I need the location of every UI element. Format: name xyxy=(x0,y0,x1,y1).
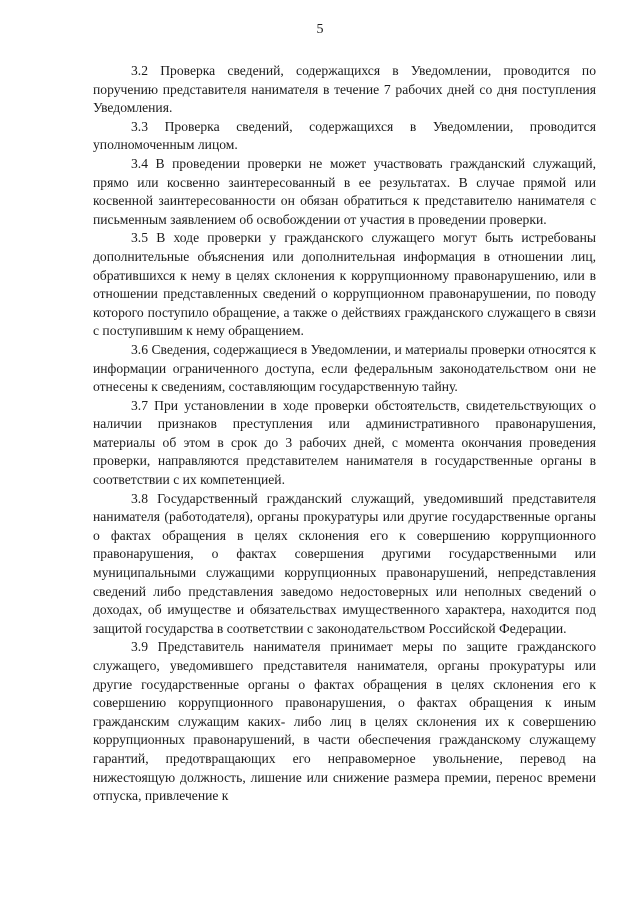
paragraph-3-6: 3.6 Сведения, содержащиеся в Уведомлении, и материалы проверки относятся к информации ограниченного доступа, если федеральным законодательством они не отнесены к сведениям, составляющим государственную тайну. xyxy=(93,341,596,395)
paragraph-3-5: 3.5 В ходе проверки у гражданского служащего могут быть истребованы дополнительные объяснения или дополнительная информация в отношении лиц, обратившихся к нему в целях склонения к коррупционному правонарушению, или в отношении представленных сведений о коррупционном правонарушении, по поводу которого поступило обращение, а также о действиях гражданского служащего в связи с поступившим к нему обращением. xyxy=(93,230,596,339)
paragraph-3-8: 3.8 Государственный гражданский служащий, уведомивший представителя нанимателя (работодателя), органы прокуратуры или другие государственные органы о фактах обращения в целях склонения его к совершению коррупционного правонарушения, о фактах совершения другими государственными или муниципальными служащими коррупционных правонарушений, непредставления сведений либо представления заведомо недостоверных или неполных сведений о доходах, об имуществе и обязательствах имущественного характера, находится под защитой государства в соответствии с законодательством Российской Федерации. xyxy=(93,490,596,636)
paragraph-3-9: 3.9 Представитель нанимателя принимает меры по защите гражданского служащего, уведомившего представителя нанимателя, органы прокуратуры или другие государственные органы о фактах обращения в целях склонения его к совершению коррупционного правонарушения, о фактах обращения к иным гражданским служащим каких- либо лиц в целях склонения их к совершению коррупционных правонарушений, в части обеспечения гражданскому служащему гарантий, предотвращающих его неправомерное увольнение, перевод на нижестоящую должность, лишение или снижение размера премии, перенос времени отпуска, привлечение к xyxy=(93,639,596,804)
paragraph-3-7: 3.7 При установлении в ходе проверки обстоятельств, свидетельствующих о наличии признаков преступления или административного правонарушения, материалы об этом в срок до 3 рабочих дней, с момента окончания проведения проверки, направляются представителем нанимателя в государственные органы в соответствии с их компетенцией. xyxy=(93,397,596,488)
page-number: 5 xyxy=(316,22,324,37)
document-body xyxy=(93,62,596,806)
paragraph-3-2: 3.2 Проверка сведений, содержащихся в Уведомлении, проводится по поручению представителя нанимателя в течение 7 рабочих дней со дня поступления Уведомления. xyxy=(93,63,596,116)
paragraph-3-4: 3.4 В проведении проверки не может участвовать гражданский служащий, прямо или косвенно заинтересованный в ее результатах. В случае прямой или косвенной заинтересованности он обязан обратиться к представителю нанимателя с письменным заявлением об освобождении от участия в проведении проверки. xyxy=(93,155,596,227)
paragraph-3-3: 3.3 Проверка сведений, содержащихся в Уведомлении, проводится уполномоченным лицом. xyxy=(93,118,596,153)
